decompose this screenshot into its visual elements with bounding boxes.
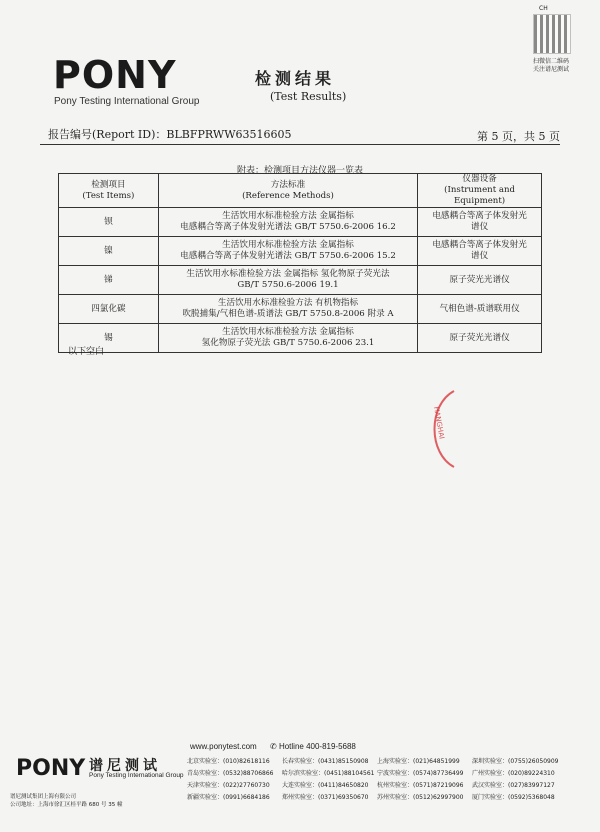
header-test-items: 检测项目 (Test Items)	[59, 174, 159, 208]
cell-method: 生活饮用水标准检验方法 金属指标 氢化物原子荧光法 GB/T 5750.6-2006 19.1	[158, 266, 417, 295]
company-seal	[424, 387, 464, 471]
company-logo	[53, 53, 177, 97]
qr-caption: 扫微信二维码 关注谱尼测试	[532, 58, 569, 73]
page-title: 检测结果	[255, 69, 336, 88]
lab-contact: 深圳实验室：(0755)26050909	[472, 758, 559, 765]
cell-item: 钡	[59, 208, 159, 237]
cell-item: 镍	[59, 237, 159, 266]
table-row	[59, 324, 542, 353]
page-number: 第 5 页，共 5 页	[477, 130, 560, 143]
lab-contact: 苏州实验室：(0512)62997900	[377, 794, 464, 801]
footer-brand-en: Pony Testing International Group	[89, 772, 184, 779]
table-row	[59, 208, 542, 237]
lab-contact: 杭州实验室：(0571)87219096	[377, 782, 464, 789]
footer-brand-cn: 谱尼测试	[89, 758, 161, 774]
logo-subtitle: Pony Testing International Group	[54, 96, 200, 107]
cell-method: 生活饮用水标准检验方法 金属指标 氢化物原子荧光法 GB/T 5750.6-2006 23.1	[158, 324, 417, 353]
footer-logo: PONY	[16, 756, 86, 781]
lab-contact: 厦门实验室：(0592)5368048	[472, 794, 555, 801]
table-caption: 附表：检测项目方法仪器一览表	[236, 166, 363, 176]
lab-contact: 青岛实验室：(0532)88706866	[187, 770, 274, 777]
report-id: 报告编号(Report ID)：BLBFPRWW63516605	[48, 128, 292, 141]
cell-instrument: 原子荧光光谱仪	[418, 324, 542, 353]
page-title-en: (Test Results)	[270, 90, 347, 103]
methods-table	[58, 173, 542, 353]
cell-instrument: 电感耦合等离子体发射光 谱仪	[418, 208, 542, 237]
lab-contact: 长春实验室：(0431)85150908	[282, 758, 369, 765]
lab-contact: 武汉实验室：(027)83997127	[472, 782, 555, 789]
lab-contact: 天津实验室：(022)27760730	[187, 782, 270, 789]
lab-contact: 广州实验室：(020)89224310	[472, 770, 555, 777]
table-row	[59, 237, 542, 266]
footer-hotline: ✆ Hotline 400-819-5688	[270, 742, 356, 751]
lab-contact: 郑州实验室：(0371)69350670	[282, 794, 369, 801]
qr-label: CH	[539, 5, 548, 12]
lab-contact: 北京实验室：(010)82618116	[187, 758, 270, 765]
lab-contact-list	[187, 757, 567, 803]
table-row	[59, 295, 542, 324]
table-header-row	[59, 174, 542, 208]
cell-method: 生活饮用水标准检验方法 金属指标 电感耦合等离子体发射光谱法 GB/T 5750.6-2006 15.2	[158, 237, 417, 266]
header-divider	[40, 144, 560, 145]
phone-icon: ✆	[270, 742, 279, 751]
cell-instrument: 气相色谱-质谱联用仪	[418, 295, 542, 324]
cell-item: 锡	[59, 324, 159, 353]
footer-address: 谱尼测试集团上海有限公司 公司地址：上海市徐汇区桂平路 680 号 35 幢	[10, 794, 123, 808]
lab-contact: 哈尔滨实验室：(0451)88104561	[282, 770, 375, 777]
header-methods: 方法标准 (Reference Methods)	[158, 174, 417, 208]
blank-below-note: 以下空白	[68, 347, 105, 357]
lab-contact: 新疆实验室：(0991)6684186	[187, 794, 270, 801]
lab-contact: 大连实验室：(0411)84650820	[282, 782, 369, 789]
table-row	[59, 266, 542, 295]
cell-instrument: 原子荧光光谱仪	[418, 266, 542, 295]
header-instrument: 仪器设备 (Instrument and Equipment)	[418, 174, 542, 208]
seal-text: HANGHAI	[432, 405, 446, 440]
lab-contact: 上海实验室：(021)64851999	[377, 758, 460, 765]
cell-instrument: 电感耦合等离子体发射光 谱仪	[418, 237, 542, 266]
cell-item: 四氯化碳	[59, 295, 159, 324]
logo-text: PONY	[53, 53, 177, 97]
qr-code-icon	[533, 14, 571, 54]
cell-item: 锑	[59, 266, 159, 295]
lab-contact: 宁波实验室：(0574)87736499	[377, 770, 464, 777]
footer-website: www.ponytest.com	[190, 742, 257, 751]
cell-method: 生活饮用水标准检验方法 金属指标 电感耦合等离子体发射光谱法 GB/T 5750.6-2006 16.2	[158, 208, 417, 237]
cell-method: 生活饮用水标准检验方法 有机物指标 吹脱捕集/气相色谱-质谱法 GB/T 5750.8-2006 附录 A	[158, 295, 417, 324]
